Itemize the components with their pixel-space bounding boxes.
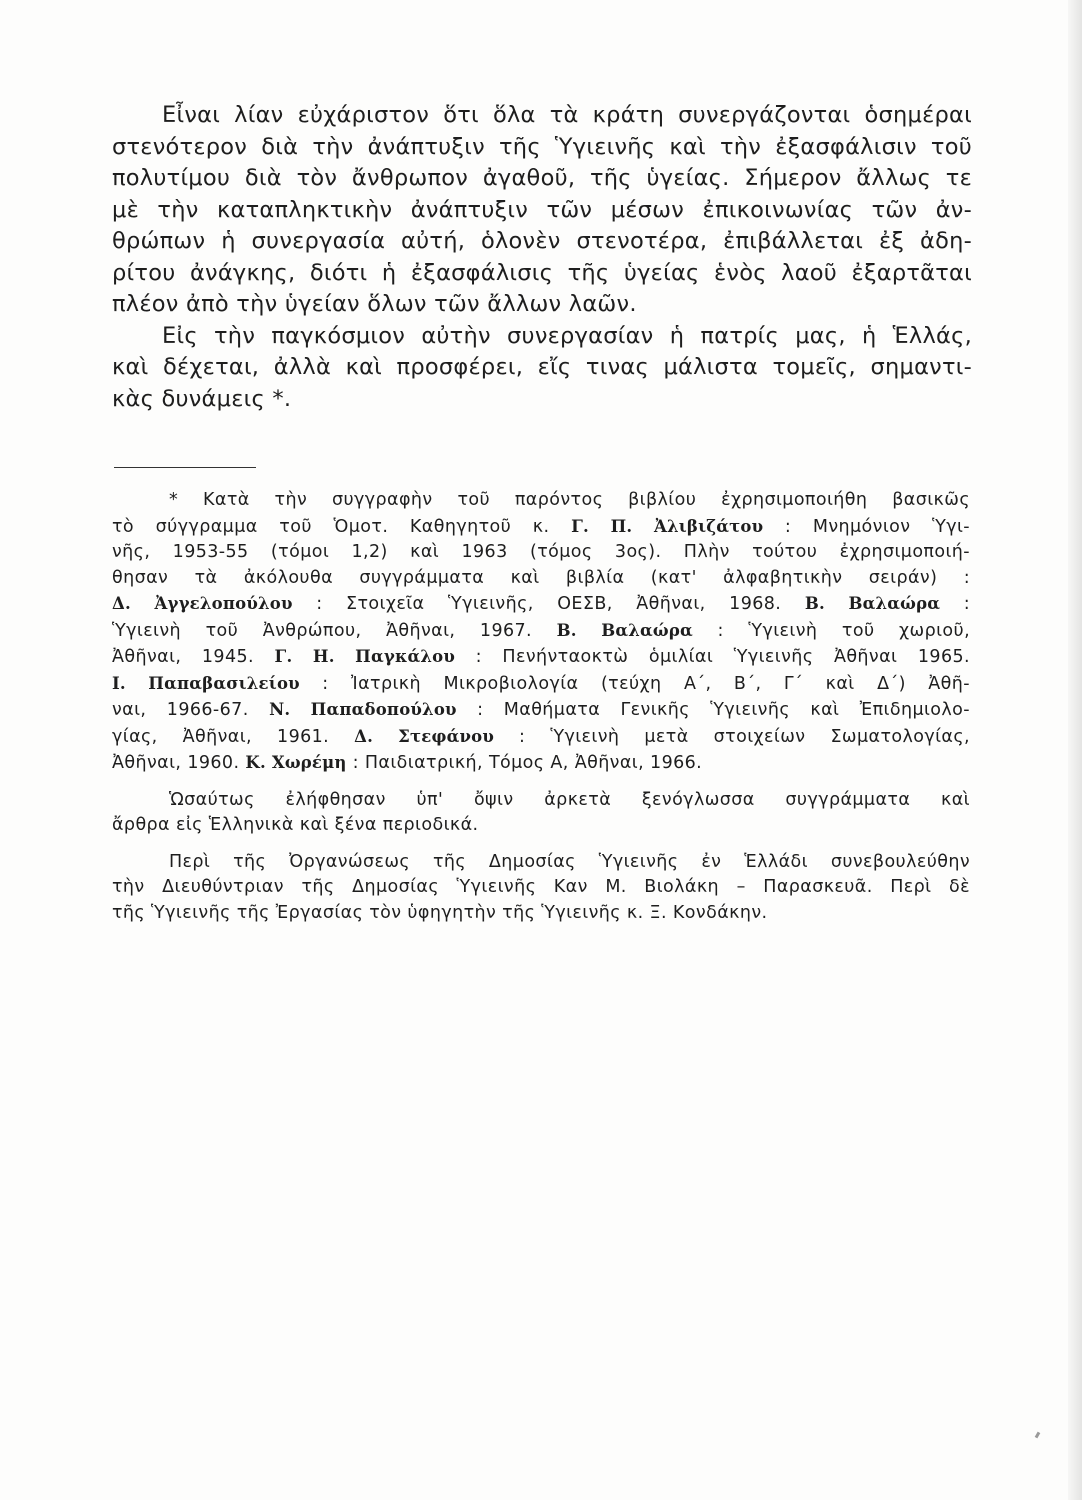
main-paragraph-2-line: καὶ δέχεται, ἀλλὰ καὶ προσφέρει, εἴς τινας μάλιστα τομεῖς, σημαντι- [112,354,972,380]
footnote-text: : Μαθήματα Γενικῆς Ὑγιεινῆς καὶ Ἐπιδημιολο- [477,700,970,720]
footnote-line: τῆς Ὑγιεινῆς τῆς Ἐργασίας τὸν ὑφηγητὴν τῆς Ὑγιεινῆς κ. Ξ. Κονδάκην. [112,902,768,923]
footnote-author: Δ. Ἀγγελοπούλου [112,594,293,613]
main-paragraph-1-line: στενότερον διὰ τὴν ἀνάπτυξιν τῆς Ὑγιεινῆς καὶ τὴν ἐξασφάλισιν τοῦ [112,133,972,160]
main-paragraph-1-line: ρίτου ἀνάγκης, διότι ἡ ἐξασφάλισις τῆς ὑγείας ἑνὸς λαοῦ ἐξαρτᾶται [112,259,972,286]
footnote-line [112,671,970,698]
footnote-text: Ἀθῆναι, 1945. [112,647,254,667]
main-paragraph-1-line: πολυτίμου διὰ τὸν ἄνθρωπον ἀγαθοῦ, τῆς ὑγείας. Σήμερον ἄλλως τε [112,165,972,191]
footnote-line: τὴν Διευθύντριαν τῆς Δημοσίας Ὑγιεινῆς Καν Μ. Βιολάκη – Παρασκευᾶ. Περὶ δὲ [112,877,970,897]
footnote-text: : Ἰατρικὴ Μικροβιολογία (τεύχη Α΄, Β΄, Γ΄ καὶ Δ΄) Ἀθῆ- [322,673,970,694]
footnote-separator [114,467,256,468]
footnote-author: Β. Βαλαώρα [556,620,693,640]
footnote-text: : Μνημόνιον Ὑγι- [784,516,970,537]
footnote-author: Δ. Στεφάνου [354,726,495,746]
footnote-line: Ὡσαύτως ἐλήφθησαν ὑπ' ὄψιν ἀρκετὰ ξενόγλωσσα συγγράμματα καὶ [169,789,970,810]
footnote-marker: * [169,490,179,510]
footnote-text: Κατὰ τὴν συγγραφὴν τοῦ παρόντος βιβλίου ἐχρησιμοποιήθη βασικῶς [203,490,970,510]
footnote-text: Ἀθῆναι, 1960. [112,753,240,773]
footnote-author: Γ. Π. Ἀλιβιζάτου [571,516,764,536]
footnote-author: Β. Βαλαώρα [804,594,941,613]
footnote-text: : Πενήνταοκτὼ ὁμιλίαι Ὑγιεινῆς Ἀθῆναι 1965. [475,647,970,667]
footnote-line: ἄρθρα εἰς Ἑλληνικὰ καὶ ξένα περιοδικά. [112,815,479,835]
footnote-line [112,724,970,751]
footnote-text: : Ὑγιεινὴ τοῦ χωριοῦ, [717,620,971,641]
footnote-text: τὸ σύγγραμμα τοῦ Ὁμοτ. Καθηγητοῦ κ. [112,516,550,537]
footnote-line [112,591,970,618]
main-paragraph-2-line: Εἰς τὴν παγκόσμιον αὐτὴν συνεργασίαν ἡ πατρίς μας, ἡ Ἑλλάς, [162,322,972,349]
footnote-line [112,618,970,645]
footnote-line [112,488,970,514]
footnote-text: : Παιδιατρική, Τόμος Α, Ἀθῆναι, 1966. [352,753,703,773]
footnote-line: νῆς, 1953-55 (τόμοι 1,2) καὶ 1963 (τόμος 3ος). Πλὴν τούτου ἐχρησιμοποιή- [112,542,970,562]
footnote-author: Κ. Χωρέμη [245,753,347,772]
footnote-line: Περὶ τῆς Ὀργανώσεως τῆς Δημοσίας Ὑγιεινῆς ἐν Ἑλλάδι συνεβουλεύθην [169,851,970,872]
footnote-line [112,644,970,671]
footnote-author: Ι. Παπαβασιλείου [112,673,300,693]
footnote-text: Ὑγιεινὴ τοῦ Ἀνθρώπου, Ἀθῆναι, 1967. [112,620,533,641]
footnote-line [112,697,970,724]
main-paragraph-1-line: πλέον ἀπὸ τὴν ὑγείαν ὅλων τῶν ἄλλων λαῶν. [112,291,637,317]
footnote-line: θησαν τὰ ἀκόλουθα συγγράμματα καὶ βιβλία (κατ' ἀλφαβητικὴν σειράν) : [112,567,970,588]
main-paragraph-1-line: Εἶναι λίαν εὐχάριστον ὅτι ὅλα τὰ κράτη συνεργάζονται ὁσημέραι [162,102,972,128]
footnote-text: ναι, 1966-67. [112,700,249,720]
footnote-author: Γ. Η. Παγκάλου [274,647,456,666]
page-edge-shadow [1068,0,1082,1500]
footnote-text: : Ὑγιεινὴ μετὰ στοιχείων Σωματολογίας, [519,726,970,747]
footnote [112,488,970,926]
main-text [112,100,972,415]
footnote-author: Ν. Παπαδοπούλου [269,700,457,719]
footnote-text: : Στοιχεῖα Ὑγιεινῆς, ΟΕΣΒ, Ἀθῆναι, 1968. [316,594,782,614]
page-speck [1035,1432,1041,1439]
main-paragraph-1-line: θρώπων ἡ συνεργασία αὐτή, ὁλονὲν στενοτέρα, ἐπιβάλλεται ἐξ ἀδη- [112,228,972,254]
main-paragraph-2-line: κὰς δυνάμεις *. [112,385,292,412]
main-paragraph-1-line: μὲ τὴν καταπληκτικὴν ἀνάπτυξιν τῶν μέσων ἐπικοινωνίας τῶν ἀν- [112,196,972,223]
footnote-text: : [963,594,971,614]
footnote-line [112,750,970,777]
footnote-line [112,514,970,541]
footnote-text: γίας, Ἀθῆναι, 1961. [112,726,330,747]
